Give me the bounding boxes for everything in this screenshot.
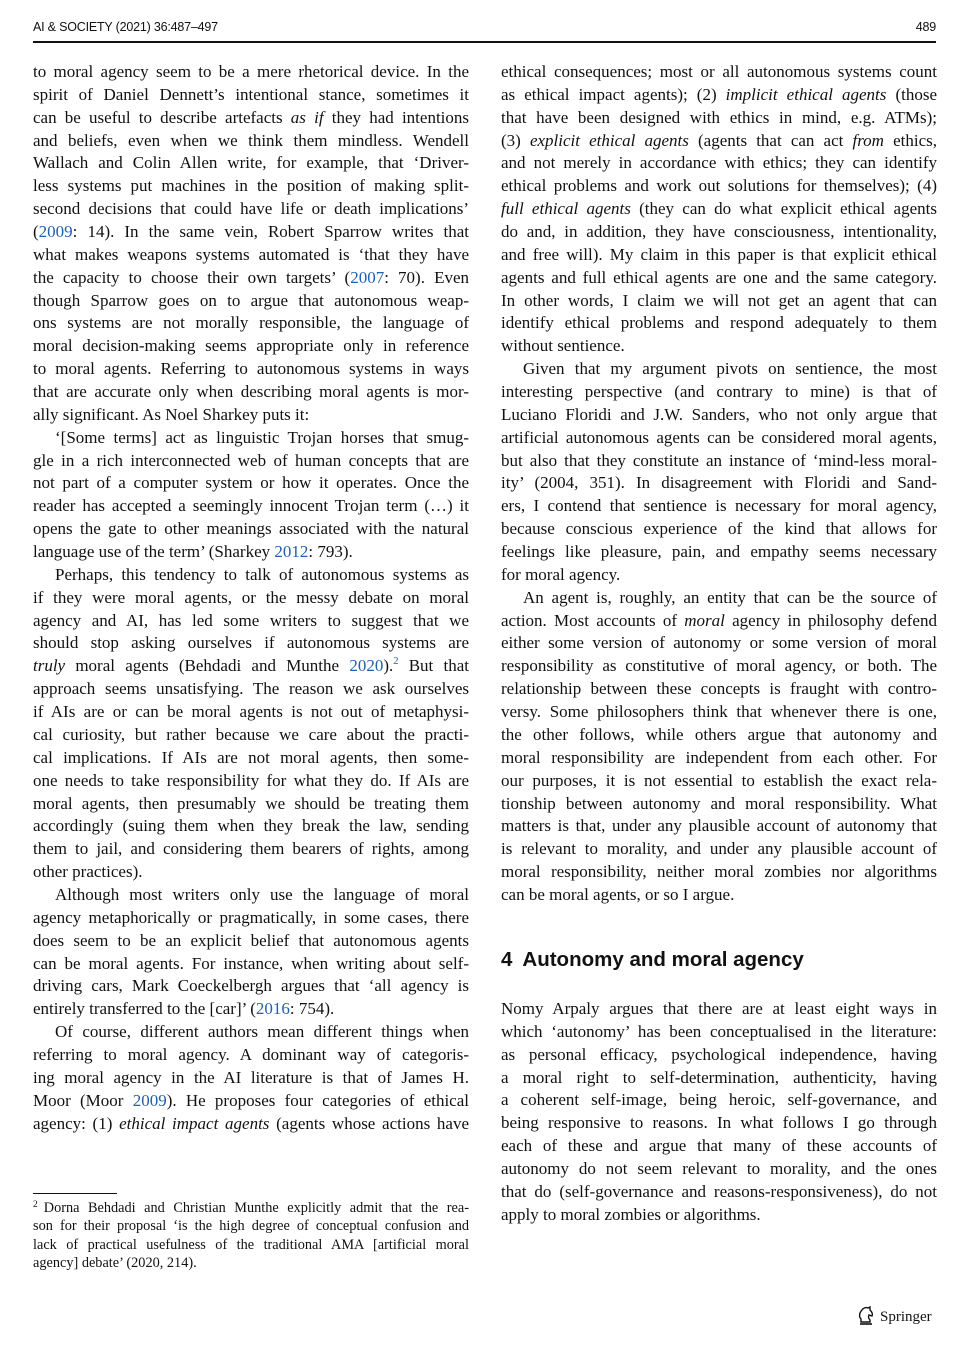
text-run: Wallach and Colin Allen write, for example, that ‘Driver- xyxy=(33,153,469,173)
text-run: ethical consequences; most or all autonomous systems count xyxy=(501,62,937,81)
text-run: Luciano Floridi and J.W. Sanders, who not only argue that xyxy=(501,404,937,424)
text-line xyxy=(501,198,937,221)
text-run: agency in philosophy defend xyxy=(724,610,937,630)
text-run: ). xyxy=(383,656,394,676)
text-run: the other follows, while others argue that autonomy and xyxy=(501,724,937,744)
text-run: language use of the term’ (Sharkey xyxy=(33,542,275,562)
citation-link[interactable]: 2009 xyxy=(38,222,73,242)
paragraph xyxy=(33,61,469,427)
page-number: 489 xyxy=(915,20,936,34)
text-run: ‘[Some terms] act as linguistic Trojan horses that smug- xyxy=(55,427,469,447)
text-line xyxy=(33,244,469,267)
text-line xyxy=(501,312,937,335)
text-line xyxy=(501,61,937,84)
text-run: Of course, different authors mean different things when xyxy=(55,1022,469,1042)
text-line xyxy=(33,701,469,724)
text-run: : 14). In the same vein, Robert Sparrow writes that xyxy=(72,222,469,242)
italic-text: truly xyxy=(33,656,66,676)
text-run: artificial autonomous agents can be considered moral agents, xyxy=(501,427,937,447)
text-run: entirely transferred to the [car]’ ( xyxy=(33,999,256,1019)
text-line xyxy=(501,724,937,747)
text-line xyxy=(33,221,469,244)
text-run: they had intentions xyxy=(323,107,470,127)
text-line xyxy=(501,335,937,358)
text-line xyxy=(501,1021,937,1044)
text-run: feelings like pleasure, pain, and empathy seems necessary xyxy=(501,542,937,562)
text-run: that do (self-governance and reasons-responsiveness), do not xyxy=(501,1181,937,1201)
text-run: other practices). xyxy=(33,862,143,882)
text-run: (those xyxy=(886,84,937,104)
text-line xyxy=(33,450,469,473)
text-line xyxy=(501,541,937,564)
text-line xyxy=(33,564,469,587)
text-line xyxy=(33,655,469,678)
text-run: do and, in addition, they have consciousness, intentionality, xyxy=(501,222,937,242)
text-run: ). He proposes four categories of ethical xyxy=(166,1090,469,1110)
text-line xyxy=(33,1021,469,1044)
text-line xyxy=(33,381,469,404)
text-line xyxy=(501,998,937,1021)
text-line xyxy=(501,632,937,655)
text-run: what makes weapons systems automated is ‘that they have xyxy=(33,244,469,264)
text-run: moral agents, then presumably we should be treating them xyxy=(33,793,469,813)
text-run: them to jail, and considering them bearers of rights, among xyxy=(33,839,469,859)
text-line xyxy=(501,152,937,175)
text-run: approach seems unsatisfying. The reason we ask ourselves xyxy=(33,679,469,699)
text-line xyxy=(501,1135,937,1158)
text-run: (agents that can act xyxy=(688,130,853,150)
text-line xyxy=(501,747,937,770)
text-line xyxy=(501,655,937,678)
italic-text: ethical impact agents xyxy=(119,1113,270,1133)
text-run: to moral agency seem to be a mere rhetorical device. In the xyxy=(33,62,469,81)
text-line xyxy=(33,975,469,998)
paragraph xyxy=(501,998,937,1227)
text-line xyxy=(501,518,937,541)
text-line xyxy=(33,472,469,495)
text-line xyxy=(33,1113,469,1136)
text-line xyxy=(33,632,469,655)
text-line xyxy=(33,1044,469,1067)
italic-text: as if xyxy=(290,107,324,127)
text-run: Given that my argument pivots on sentience, the most xyxy=(523,359,937,379)
text-run: each of these and argue that many of these accounts of xyxy=(501,1136,937,1156)
text-run: either some version of autonomy or some version of moral xyxy=(501,633,937,653)
text-run: moral responsibility, neither moral zombies nor algorithms xyxy=(501,862,937,882)
text-run: An agent is, roughly, an entity that can be the source of xyxy=(523,587,937,607)
text-run: and free will). My claim in this paper is that explicit ethical xyxy=(501,244,937,264)
text-line xyxy=(501,564,937,587)
text-run: ally significant. As Noel Sharkey puts it: xyxy=(33,404,310,424)
text-line xyxy=(501,244,937,267)
text-line xyxy=(501,1204,937,1227)
text-line xyxy=(33,953,469,976)
text-run: But that xyxy=(398,656,469,676)
text-line xyxy=(33,404,469,427)
text-run: as ethical impact agents); (2) xyxy=(501,84,726,104)
journal-citation: AI & SOCIETY (2021) 36:487–497 xyxy=(33,20,218,34)
text-run: the capacity to choose their own targets’ ( xyxy=(33,267,351,287)
section-title: Autonomy and moral agency xyxy=(522,948,804,971)
running-header xyxy=(33,18,936,38)
text-run: (they can do what explicit ethical agents xyxy=(630,199,937,219)
text-line xyxy=(501,770,937,793)
text-line xyxy=(33,495,469,518)
text-run: referring to moral agency. A dominant way of categoris- xyxy=(33,1044,469,1064)
text-line xyxy=(33,335,469,358)
text-run: if AIs are or can be moral agents is not out of metaphysi- xyxy=(33,702,469,722)
text-line xyxy=(501,793,937,816)
text-run: agency metaphorically or pragmatically, in some cases, there xyxy=(33,907,469,927)
text-line xyxy=(33,747,469,770)
text-run: and not merely in accordance with ethics; they can identify xyxy=(501,153,937,173)
text-line xyxy=(501,610,937,633)
text-line xyxy=(33,175,469,198)
italic-text: explicit ethical agents xyxy=(529,130,689,150)
text-run: : 70). Even xyxy=(384,267,469,287)
text-line xyxy=(501,290,937,313)
text-run: agency and AI, has led some writers to suggest that we xyxy=(33,610,469,630)
text-line xyxy=(33,427,469,450)
footnote xyxy=(33,1199,469,1272)
text-line xyxy=(33,61,469,84)
text-run: reader has accepted a seemingly innocent Trojan term (…) it xyxy=(33,496,469,516)
text-line xyxy=(33,724,469,747)
text-run: does seem to be an explicit belief that autonomous agents xyxy=(33,930,469,950)
footnote-text: agency] debate’ (2020, 214). xyxy=(33,1254,197,1271)
text-run: less systems put machines in the position of making split- xyxy=(33,176,469,196)
footnote-text: lack of practical usefulness of the traditional AMA [artificial moral xyxy=(33,1236,469,1253)
header-rule xyxy=(33,41,936,43)
text-run: opens the gate to other meanings associated with the natural xyxy=(33,519,469,539)
text-line xyxy=(33,815,469,838)
text-line xyxy=(33,1067,469,1090)
text-line xyxy=(33,793,469,816)
footnote-text: Dorna Behdadi and Christian Munthe explicitly admit that the rea- xyxy=(43,1200,469,1216)
text-run: responsibility as constitutive of moral agency, or both. The xyxy=(501,656,937,676)
footnote-line xyxy=(33,1254,469,1272)
text-run: accordingly (suing them when they break the law, sending xyxy=(33,816,469,836)
text-line xyxy=(33,130,469,153)
italic-text: full ethical agents xyxy=(501,199,631,219)
text-run: cal implications. If AIs are not moral agents, then some- xyxy=(33,747,469,767)
text-line xyxy=(501,678,937,701)
text-line xyxy=(501,267,937,290)
text-line xyxy=(33,884,469,907)
text-line xyxy=(33,267,469,290)
text-run: identify ethical problems and respond adequately to them xyxy=(501,313,937,333)
text-run: should stop asking ourselves if autonomous systems are xyxy=(33,633,469,653)
text-run: which ‘autonomy’ has been conceptualised in the literature: xyxy=(501,1021,937,1041)
text-line xyxy=(501,175,937,198)
text-line xyxy=(33,518,469,541)
text-run: moral responsibility are independent from each other. For xyxy=(501,747,937,767)
text-line xyxy=(33,358,469,381)
springer-horse-icon xyxy=(857,1305,875,1330)
text-run: apply to moral zombies or algorithms. xyxy=(501,1204,761,1224)
text-run: matters is that, under any plausible account of autonomy that xyxy=(501,816,937,836)
text-line xyxy=(501,815,937,838)
text-run: ( xyxy=(33,222,39,242)
text-run: ethics, xyxy=(883,130,937,150)
text-run: spirit of Daniel Dennett’s intentional stance, sometimes it xyxy=(33,84,469,104)
text-run: autonomy do not seem relevant to morality, and the ones xyxy=(501,1159,937,1179)
section-body xyxy=(501,998,937,1227)
text-line xyxy=(501,1181,937,1204)
text-line xyxy=(501,130,937,153)
text-line xyxy=(501,427,937,450)
text-run: driving cars, Mark Coeckelbergh argues that ‘all agency is xyxy=(33,976,469,996)
text-line xyxy=(33,838,469,861)
publisher-name: Springer xyxy=(880,1309,932,1325)
text-run: and beliefs, even when we think them mindless. Wendell xyxy=(33,130,469,150)
text-run: ons systems are not morally responsible, the language of xyxy=(33,313,469,333)
text-run: is relevant to morality, and under any plausible account of xyxy=(501,839,937,859)
paragraph xyxy=(33,884,469,1021)
text-run: tionship between autonomy and moral responsibility. What xyxy=(501,793,937,813)
text-run: being responsive to reasons. In what follows I go through xyxy=(501,1113,937,1133)
paragraph xyxy=(501,587,937,907)
section-number: 4 xyxy=(501,948,513,971)
left-column xyxy=(33,61,469,1135)
footnote-marker-link[interactable]: 2 xyxy=(393,656,399,668)
text-run: a moral right to self-determination, authenticity, having xyxy=(501,1067,937,1087)
text-line xyxy=(501,701,937,724)
text-run: without sentience. xyxy=(501,336,625,356)
publisher-logo xyxy=(857,1305,932,1330)
text-run: cal curiosity, but rather because we care about the practi- xyxy=(33,724,469,744)
text-run: our purposes, it is not essential to establish the exact rela- xyxy=(501,770,937,790)
text-run: that are accurate only when describing moral agents is mor- xyxy=(33,382,469,402)
text-line xyxy=(33,907,469,930)
text-run: second decisions that could have life or death implications’ xyxy=(33,199,469,219)
text-line xyxy=(33,84,469,107)
paragraph xyxy=(33,427,469,564)
text-line xyxy=(501,1067,937,1090)
text-line xyxy=(501,381,937,404)
text-line xyxy=(33,198,469,221)
text-run: agents and full ethical agents are one and the same category. xyxy=(501,267,937,287)
text-run: moral agents (Behdadi and Munthe xyxy=(65,656,350,676)
text-line xyxy=(33,930,469,953)
right-column xyxy=(501,61,937,907)
paragraph xyxy=(33,564,469,884)
text-run: (3) xyxy=(501,130,530,150)
text-line xyxy=(33,541,469,564)
text-run: gle in a rich interconnected web of human concepts that are xyxy=(33,450,469,470)
text-run: ethical problems and work out solutions for themselves); (4) xyxy=(501,176,937,196)
text-line xyxy=(33,770,469,793)
text-run: Although most writers only use the language of moral xyxy=(55,884,469,904)
text-run: : 793). xyxy=(308,542,353,562)
footnote-line xyxy=(33,1217,469,1235)
citation-link[interactable]: 2009 xyxy=(132,1090,167,1110)
text-run: that have been designed with ethics in mind, e.g. ATMs); xyxy=(501,107,937,127)
text-line xyxy=(501,404,937,427)
text-run: but also that they constitute an instance of ‘mind-less moral- xyxy=(501,450,937,470)
text-line xyxy=(33,861,469,884)
text-run: interesting perspective (and contrary to mine) is that of xyxy=(501,382,937,402)
text-run: In other words, I claim we will not get an agent that can xyxy=(501,290,937,310)
text-run: though Sparrow goes on to argue that autonomous weap- xyxy=(33,290,469,310)
text-run: ing moral agency in the AI literature is that of James H. xyxy=(33,1067,469,1087)
text-line xyxy=(501,1044,937,1067)
citation-link[interactable]: 2007 xyxy=(350,267,385,287)
text-line xyxy=(33,107,469,130)
text-run: ity’ (2004, 351). In disagreement with Floridi and Sand- xyxy=(501,473,937,493)
text-run: Perhaps, this tendency to talk of autonomous systems as xyxy=(55,564,469,584)
paragraph xyxy=(501,61,937,358)
text-line xyxy=(501,861,937,884)
section-heading xyxy=(501,948,804,972)
italic-text: moral xyxy=(684,610,725,630)
text-line xyxy=(501,884,937,907)
text-run: : 754). xyxy=(289,999,335,1019)
text-run: (agents whose actions have xyxy=(269,1113,469,1133)
text-run: not part of a computer system or how it operates. Once the xyxy=(33,473,469,493)
text-run: action. Most accounts of xyxy=(501,610,685,630)
citation-link[interactable]: 2012 xyxy=(274,542,309,562)
text-run: versy. Some philosophers think that whenever there is one, xyxy=(501,702,937,722)
italic-text: from xyxy=(852,130,884,150)
text-run: moral decision-making seems appropriate only in reference xyxy=(33,336,469,356)
text-run: can be moral agents. For instance, when writing about self- xyxy=(33,953,469,973)
text-line xyxy=(33,290,469,313)
text-line xyxy=(33,678,469,701)
paragraph xyxy=(33,1021,469,1135)
citation-link[interactable]: 2020 xyxy=(349,656,384,676)
text-line xyxy=(501,358,937,381)
text-run: can be useful to describe artefacts xyxy=(33,107,291,127)
text-line xyxy=(501,1158,937,1181)
footnote-line xyxy=(33,1236,469,1254)
text-line xyxy=(33,1090,469,1113)
footnote-number: 2 xyxy=(33,1200,38,1210)
text-run: for moral agency. xyxy=(501,564,621,584)
text-line xyxy=(501,587,937,610)
text-run: agency: (1) xyxy=(33,1113,120,1133)
text-line xyxy=(501,84,937,107)
text-line xyxy=(501,1112,937,1135)
text-run: Nomy Arpaly argues that there are at least eight ways in xyxy=(501,999,937,1018)
text-line xyxy=(33,152,469,175)
footnote-text: son for their proposal ‘is the high degree of conceptual confusion and xyxy=(33,1218,469,1235)
text-line xyxy=(501,838,937,861)
text-line xyxy=(33,610,469,633)
citation-link[interactable]: 2016 xyxy=(255,999,290,1019)
text-run: if they were moral agents, or the messy debate on moral xyxy=(33,587,469,607)
text-line xyxy=(33,587,469,610)
text-line xyxy=(33,998,469,1021)
text-run: relationship between these concepts is fraught with contro- xyxy=(501,679,937,699)
text-line xyxy=(501,472,937,495)
footnote-rule xyxy=(33,1193,117,1194)
text-run: a coherent self-image, being heroic, self-governance, and xyxy=(501,1090,937,1110)
paragraph xyxy=(501,358,937,587)
italic-text: implicit ethical agents xyxy=(725,84,887,104)
text-line xyxy=(501,1089,937,1112)
text-run: Moor (Moor xyxy=(33,1090,133,1110)
footnote-line xyxy=(33,1199,469,1217)
text-line xyxy=(501,221,937,244)
text-run: to moral agents. Referring to autonomous systems in ways xyxy=(33,359,469,379)
text-run: because conscious experience of the kind that allows for xyxy=(501,519,937,539)
text-line xyxy=(501,450,937,473)
text-run: as personal efficacy, psychological independence, having xyxy=(501,1044,937,1064)
text-line xyxy=(501,495,937,518)
text-run: one needs to take responsibility for what they do. If AIs are xyxy=(33,770,469,790)
text-line xyxy=(501,107,937,130)
text-run: can be moral agents, or so I argue. xyxy=(501,884,735,904)
text-run: ers, I contend that sentience is necessary for moral agency, xyxy=(501,496,937,516)
text-line xyxy=(33,312,469,335)
